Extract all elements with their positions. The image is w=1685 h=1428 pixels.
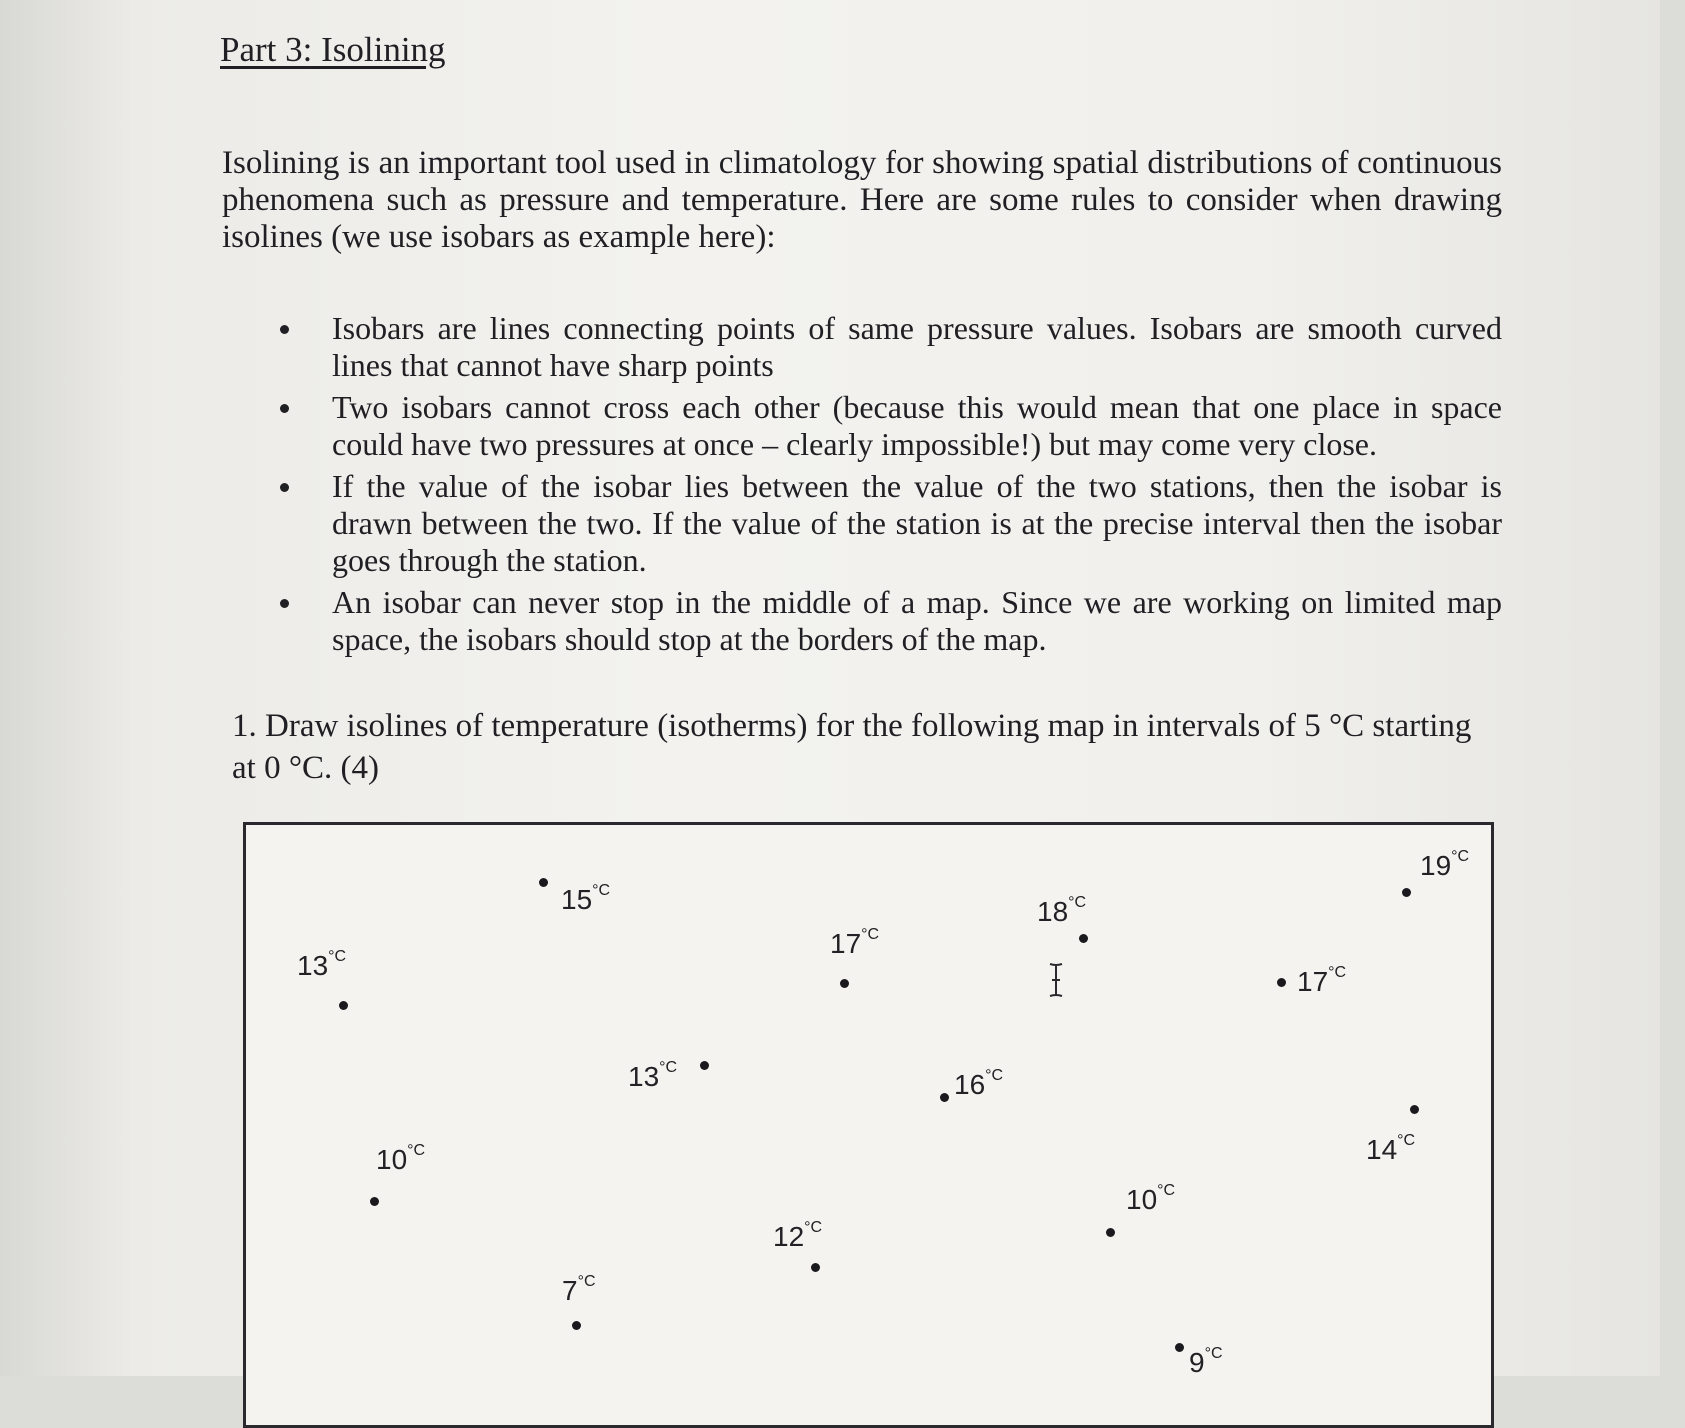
station-dot [811, 1263, 820, 1272]
station-label: $17^{^\circ C}$ [1297, 964, 1347, 997]
rule-text: Isobars are lines connecting points of same pressure values. Isobars are smooth curved lines that cannot have sharp points [332, 310, 1502, 383]
station-label: $14^{^\circ C}$ [1366, 1132, 1416, 1165]
station-dot [1410, 1105, 1419, 1114]
station-dot [572, 1321, 581, 1330]
rule-item [280, 389, 1502, 463]
station-dot [700, 1061, 709, 1070]
station-dot [940, 1093, 949, 1102]
station-dot [539, 878, 548, 887]
rule-item [280, 468, 1502, 579]
station-label: $17^{^\circ C}$ [830, 926, 880, 959]
station-label: $12^{^\circ C}$ [773, 1219, 823, 1252]
question-text: 1. Draw isolines of temperature (isotherms) for the following map in intervals of 5 °C starting at 0 °C. (4) [232, 708, 1472, 786]
station-dot [840, 979, 849, 988]
intro-paragraph: Isolining is an important tool used in climatology for showing spatial distributions of continuous phenomena such as pressure and temperature. Here are some rules to consider when drawing isolines (we use isobars as example here): [222, 145, 1502, 255]
station-label: $16^{^\circ C}$ [954, 1067, 1004, 1100]
station-dot [1079, 934, 1088, 943]
rule-text: If the value of the isobar lies between the value of the two stations, then the isobar is drawn between the two. If the value of the station is at the precise interval then the isobar goes through the station. [332, 468, 1502, 578]
station-label: $18^{^\circ C}$ [1037, 894, 1087, 927]
rules-list [280, 310, 1502, 663]
bullet-icon [280, 325, 289, 334]
station-dot [1402, 888, 1411, 897]
station-dot [339, 1001, 348, 1010]
temperature-map[interactable] [243, 822, 1494, 1428]
station-label: $9^{^\circ C}$ [1189, 1345, 1223, 1378]
section-heading: Part 3: Isolining [220, 30, 446, 69]
station-label: $7^{^\circ C}$ [562, 1273, 596, 1306]
station-label: $13^{^\circ C}$ [297, 948, 347, 981]
rule-text: Two isobars cannot cross each other (because this would mean that one place in space could have two pressures at once – clearly impossible!) but may come very close. [332, 389, 1502, 462]
station-dot [1175, 1343, 1184, 1352]
station-label: $10^{^\circ C}$ [376, 1142, 426, 1175]
bullet-icon [280, 483, 289, 492]
bullet-icon [280, 599, 289, 608]
station-dot [1106, 1228, 1115, 1237]
station-label: $10^{^\circ C}$ [1126, 1182, 1176, 1215]
station-dot [1277, 978, 1286, 987]
text-cursor-icon [1046, 962, 1066, 998]
rule-item [280, 310, 1502, 384]
station-label: $13^{^\circ C}$ [628, 1059, 678, 1092]
bullet-icon [280, 404, 289, 413]
rule-text: An isobar can never stop in the middle of a map. Since we are working on limited map space, the isobars should stop at the borders of the map. [332, 584, 1502, 657]
station-dot [370, 1197, 379, 1206]
station-label: $19^{^\circ C}$ [1420, 848, 1470, 881]
station-label: $15^{^\circ C}$ [561, 882, 611, 915]
rule-item [280, 584, 1502, 658]
